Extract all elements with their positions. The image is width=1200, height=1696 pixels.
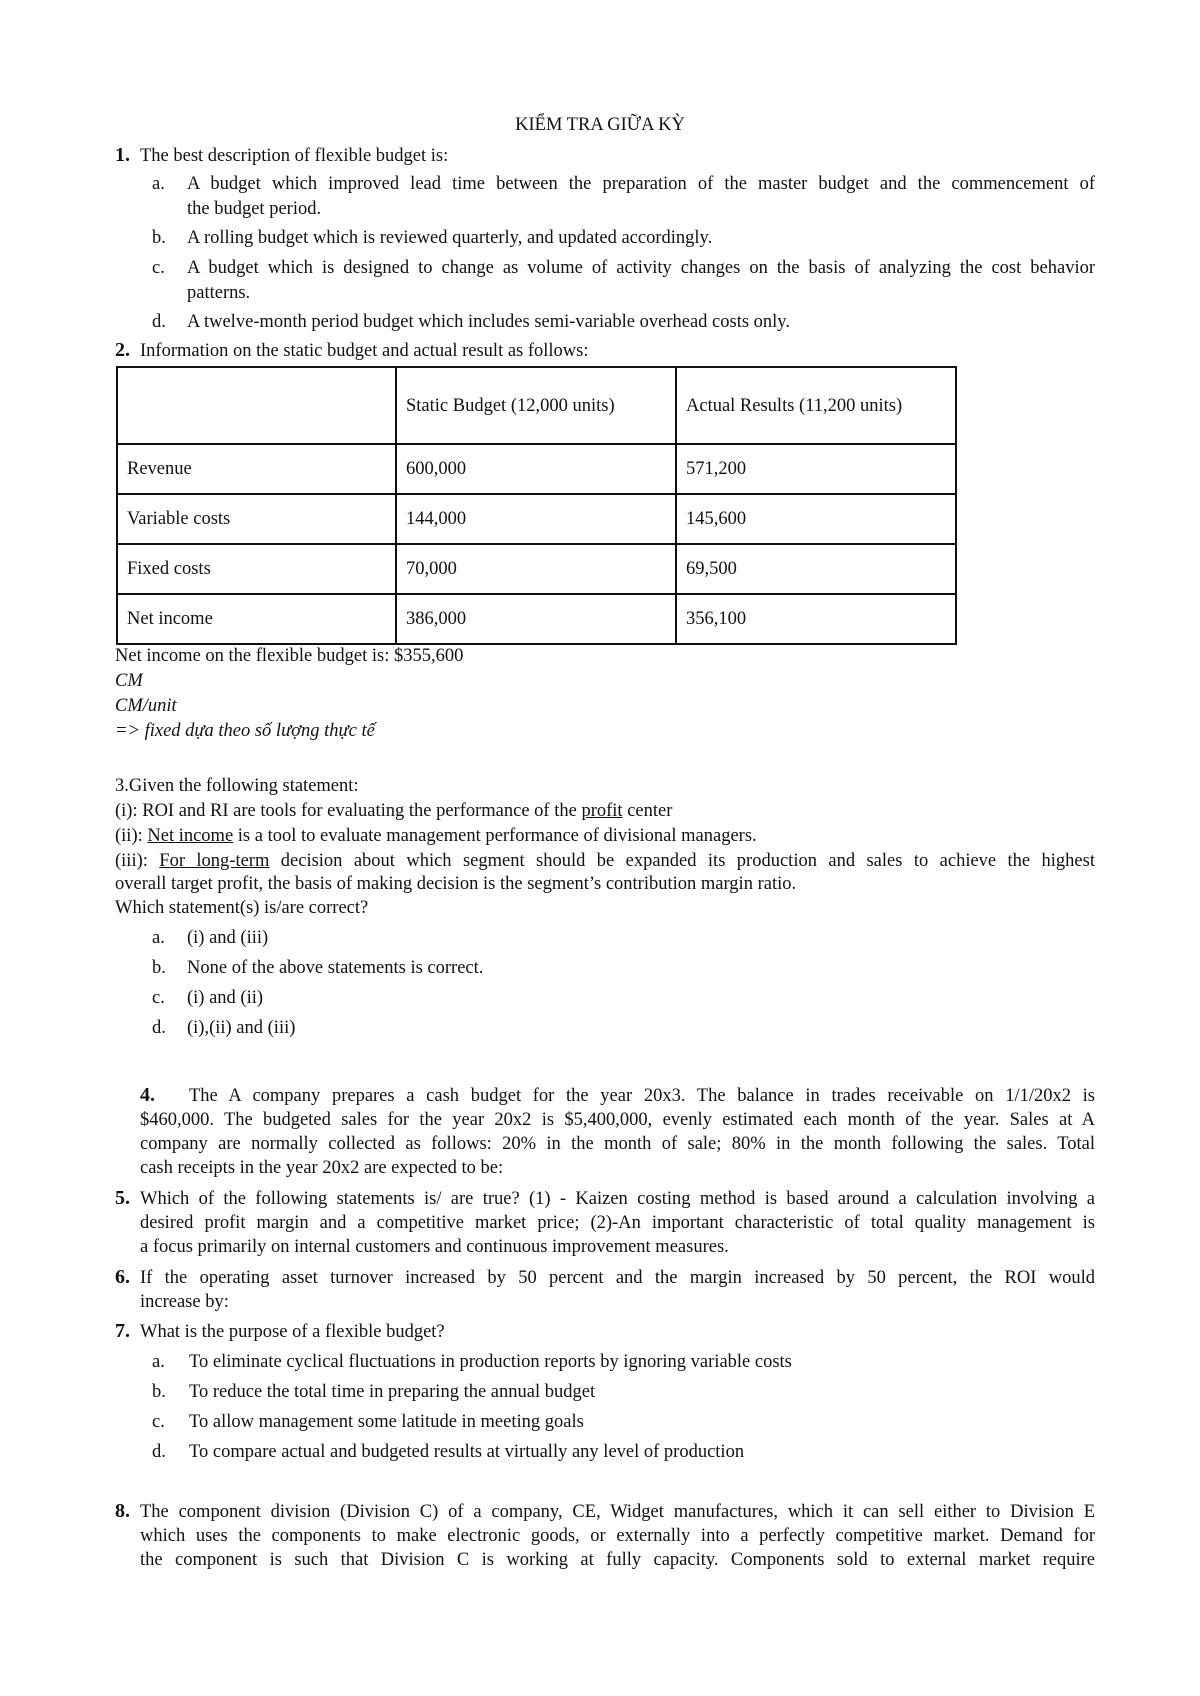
q5-line2: desired profit margin and a competitive market price; (2)-An important characteristic of total quality management is — [140, 1213, 1095, 1233]
q7-option-c-text: To allow management some latitude in meeting goals — [189, 1412, 584, 1432]
q7-option-b-letter: b. — [152, 1382, 166, 1402]
q1-option-b-text: A rolling budget which is reviewed quarterly, and updated accordingly. — [187, 228, 713, 248]
q7-option-c-letter: c. — [152, 1412, 165, 1432]
q7-option-a-text: To eliminate cyclical fluctuations in production reports by ignoring variable costs — [189, 1352, 792, 1372]
q2-note-fixed: => fixed dựa theo số lượng thực tế — [115, 721, 375, 741]
q5-line1: Which of the following statements is/ are true? (1) - Kaizen costing method is based around a calculation involving a — [140, 1189, 1095, 1209]
q7-option-d-text: To compare actual and budgeted results at virtually any level of production — [189, 1442, 745, 1462]
q3-statement-i-post: center — [622, 801, 673, 821]
q1-option-c-line1: A budget which is designed to change as volume of activity changes on the basis of analyzing the cost behavior — [187, 258, 1095, 278]
table-header-cell: Actual Results (11,200 units) — [676, 367, 956, 444]
q3-statement-ii-underlined: Net income — [147, 826, 234, 846]
q3-option-a-letter: a. — [152, 928, 165, 948]
q1-option-d-text: A twelve-month period budget which includes semi-variable overhead costs only. — [187, 312, 790, 332]
q2-note-cm: CM — [115, 671, 143, 691]
q7-text: What is the purpose of a flexible budget? — [140, 1322, 445, 1342]
q8-number: 8. — [115, 1500, 130, 1522]
table-header-cell — [117, 367, 396, 444]
table-cell: 571,200 — [676, 444, 956, 494]
q3-statement-iii — [115, 851, 1095, 872]
q3-question: Which statement(s) is/are correct? — [115, 898, 369, 918]
q3-statement-ii-pre: (ii): — [115, 826, 148, 846]
q2-text: Information on the static budget and actual result as follows: — [140, 341, 589, 361]
table-cell: Variable costs — [117, 494, 396, 544]
table-cell: 600,000 — [396, 444, 676, 494]
table-cell: 144,000 — [396, 494, 676, 544]
q3-statement-i — [115, 801, 672, 822]
table-header-row — [117, 367, 956, 444]
q1-option-a-line1: A budget which improved lead time between the preparation of the master budget and the commencement of — [187, 174, 1095, 194]
table-cell: 70,000 — [396, 544, 676, 594]
table-cell: Net income — [117, 594, 396, 644]
budget-table — [116, 366, 957, 645]
q4-line2: $460,000. The budgeted sales for the year 20x2 is $5,400,000, evenly estimated each month of the year. Sales at A — [140, 1110, 1095, 1130]
page-title: KIỂM TRA GIỮA KỲ — [515, 115, 685, 135]
q2-note-cm-unit: CM/unit — [115, 696, 177, 716]
q7-option-b-text: To reduce the total time in preparing the annual budget — [189, 1382, 596, 1402]
q3-statement-iii-underlined: For long-term — [159, 851, 270, 871]
q1-text: The best description of flexible budget is: — [140, 146, 449, 166]
q6-line2: increase by: — [140, 1292, 229, 1312]
q3-option-d-letter: d. — [152, 1018, 166, 1038]
table-cell: 69,500 — [676, 544, 956, 594]
q1-option-a-letter: a. — [152, 174, 165, 194]
q4-line4: cash receipts in the year 20x2 are expected to be: — [140, 1158, 504, 1178]
q5-line3: a focus primarily on internal customers and continuous improvement measures. — [140, 1237, 729, 1257]
q3-statement-i-pre: (i): ROI and RI are tools for evaluating the performance of the — [115, 801, 582, 821]
q8-line2: which uses the components to make electronic goods, or externally into a perfectly competitive market. Demand for — [140, 1526, 1095, 1546]
q4-line1: The A company prepares a cash budget for the year 20x3. The balance in trades receivable on 1/1/20x2 is — [189, 1086, 1095, 1106]
q3-statement-i-underlined: profit — [581, 801, 623, 821]
table-cell: Fixed costs — [117, 544, 396, 594]
q3-option-b-text: None of the above statements is correct. — [187, 958, 484, 978]
q2-number: 2. — [115, 339, 130, 361]
table-row — [117, 444, 956, 494]
q8-line1: The component division (Division C) of a company, CE, Widget manufactures, which it can sell either to Division E — [140, 1502, 1095, 1522]
q3-statement-iii-pre: (iii): — [115, 851, 160, 871]
q3-statement-ii-post: is a tool to evaluate management performance of divisional managers. — [233, 826, 757, 846]
q1-option-a-line2: the budget period. — [187, 199, 322, 219]
q3-statement-ii — [115, 826, 757, 847]
q1-option-b-letter: b. — [152, 228, 166, 248]
table-cell: 386,000 — [396, 594, 676, 644]
q1-option-d-letter: d. — [152, 312, 166, 332]
q7-option-a-letter: a. — [152, 1352, 165, 1372]
table-cell: 145,600 — [676, 494, 956, 544]
table-cell: Revenue — [117, 444, 396, 494]
q3-option-a-text: (i) and (iii) — [187, 928, 269, 948]
q3-option-b-letter: b. — [152, 958, 166, 978]
q7-option-d-letter: d. — [152, 1442, 166, 1462]
q3-option-d-text: (i),(ii) and (iii) — [187, 1018, 296, 1038]
q1-option-c-letter: c. — [152, 258, 165, 278]
q3-option-c-text: (i) and (ii) — [187, 988, 264, 1008]
q1-number: 1. — [115, 144, 130, 166]
q2-answer: Net income on the flexible budget is: $355,600 — [115, 646, 464, 666]
table-cell: 356,100 — [676, 594, 956, 644]
q6-line1: If the operating asset turnover increased by 50 percent and the margin increased by 50 percent, the ROI would — [140, 1268, 1095, 1288]
q3-statement-iii-line2: overall target profit, the basis of making decision is the segment’s contribution margin ratio. — [115, 874, 797, 894]
q4-number: 4. — [140, 1084, 155, 1106]
q3-intro: 3.Given the following statement: — [115, 776, 359, 796]
table-row — [117, 594, 956, 644]
q3-option-c-letter: c. — [152, 988, 165, 1008]
q5-number: 5. — [115, 1187, 130, 1209]
q3-statement-iii-post: decision about which segment should be expanded its production and sales to achieve the highest — [269, 851, 1095, 871]
q4-line3: company are normally collected as follows: 20% in the month of sale; 80% in the month following the sales. Total — [140, 1134, 1095, 1154]
q7-number: 7. — [115, 1320, 130, 1342]
table-row — [117, 544, 956, 594]
q6-number: 6. — [115, 1266, 130, 1288]
table-header-cell: Static Budget (12,000 units) — [396, 367, 676, 444]
q1-option-c-line2: patterns. — [187, 283, 251, 303]
q8-line3: the component is such that Division C is working at fully capacity. Components sold to external market require — [140, 1550, 1095, 1570]
table-row — [117, 494, 956, 544]
